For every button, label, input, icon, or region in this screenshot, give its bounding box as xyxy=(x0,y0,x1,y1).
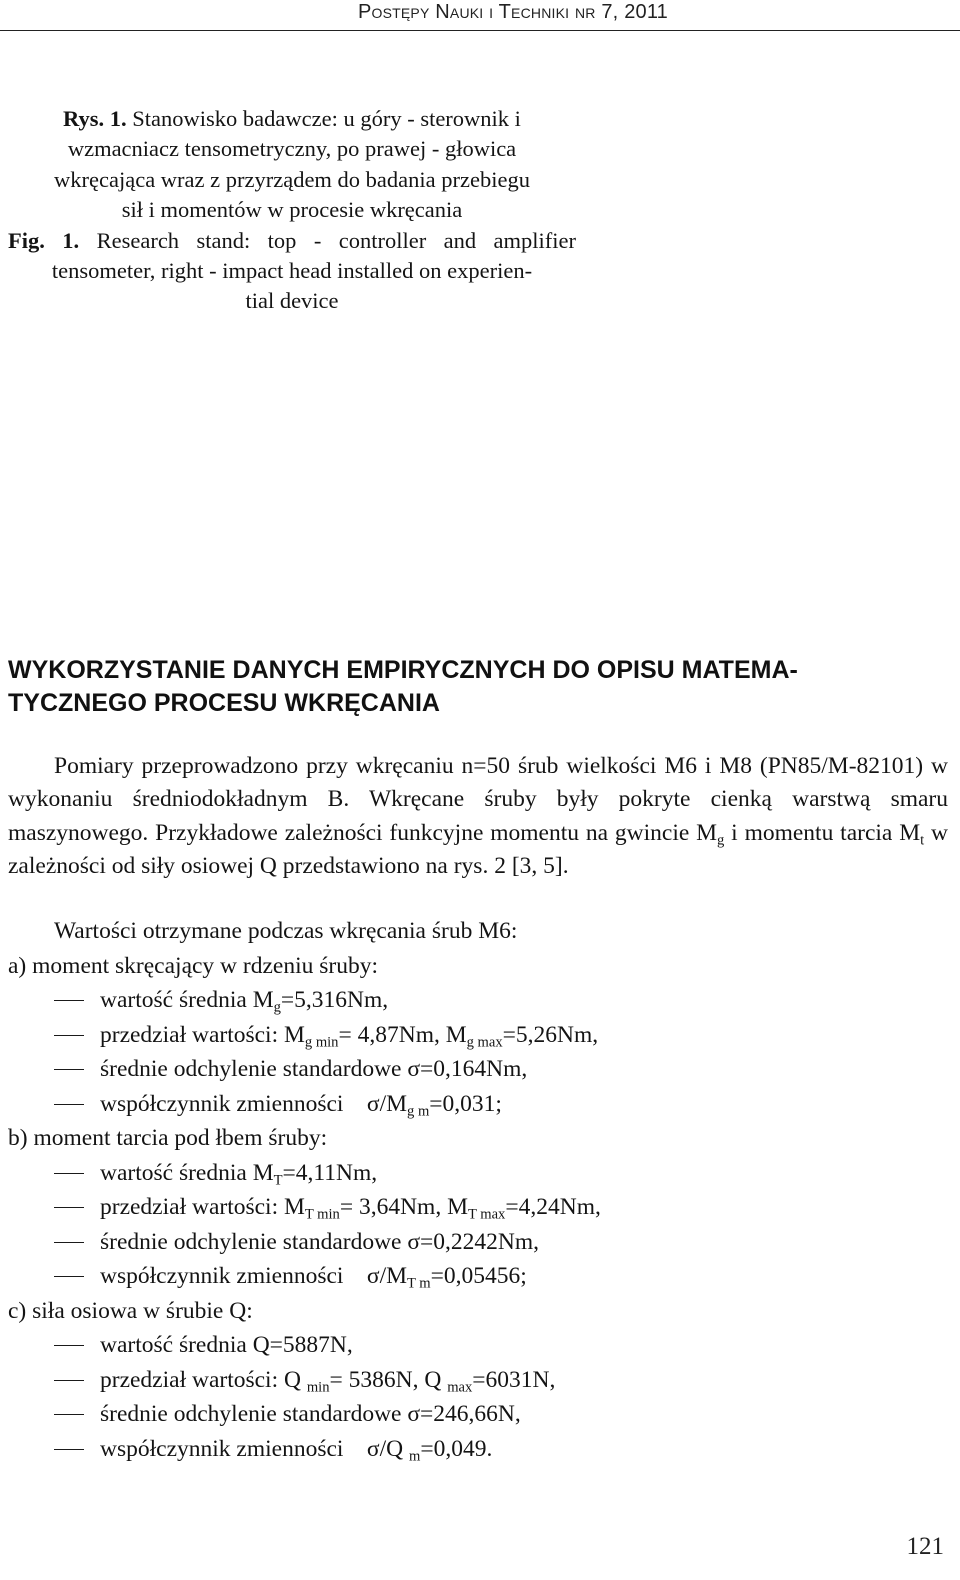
caption-pl-line-1: Rys. 1. Stanowisko badawcze: u góry - sterownik i xyxy=(63,106,521,131)
caption-pl-line-4: sił i momentów w procesie wkręcania xyxy=(121,197,463,223)
list-item: przedział wartości: $M_{T min}= 3,64Nm$, $M_{T max}=4,24Nm$, xyxy=(8,1190,948,1225)
list-item: średnie odchylenie standardowe σ=0,164Nm, xyxy=(8,1052,948,1087)
section-heading: WYKORZYSTANIE DANYCH EMPIRYCZNYCH DO OPISU MATEMA- TYCZNEGO PROCESU WKRĘCANIA xyxy=(8,656,798,717)
list-item: średnie odchylenie standardowe σ=246,66N, xyxy=(8,1397,948,1432)
dash-bullet xyxy=(54,1104,84,1105)
figure-caption xyxy=(8,104,576,317)
caption-pl-line-2: wzmacniacz tensometryczny, po prawej - głowica xyxy=(67,136,517,162)
list-item: wartość średnia Q=5887N, xyxy=(8,1328,948,1363)
results-intro: Wartości otrzymane podczas wkręcania śrub M6: xyxy=(54,918,518,944)
list-item: wartość średnia $M_g=5,316Nm$, xyxy=(8,983,948,1018)
caption-pl-label: Rys. 1. xyxy=(63,106,127,131)
list-item: wartość średnia $M_T=4,11Nm$, xyxy=(8,1156,948,1191)
dash-bullet xyxy=(54,1207,84,1208)
journal-header: Postępy Nauki i Techniki nr 7, 2011 xyxy=(357,1,668,23)
list-item: współczynnik zmienności $\sigma/M_{T m}=0,05456$; xyxy=(8,1259,948,1294)
dash-bullet xyxy=(54,1380,84,1381)
page-number: 121 xyxy=(906,1533,944,1560)
dash-bullet xyxy=(54,1276,84,1277)
running-header xyxy=(0,0,960,31)
list-item: przedział wartości: Q $_{min}$= 5386N, Q $_{max}$=6031N, xyxy=(8,1363,948,1398)
list-item: przedział wartości: $M_{g min}= 4,87Nm$, $M_{g max}=5,26Nm$, xyxy=(8,1018,948,1053)
caption-en-line-1: Fig. 1. Research stand: top - controller and amplifier xyxy=(8,227,577,253)
list-item: współczynnik zmienności $\sigma/M_{g m}=0,031$; xyxy=(8,1087,948,1122)
caption-en-line-2: tensometer, right - impact head installed on experien- xyxy=(51,258,533,284)
caption-en-line-3: tial device xyxy=(245,288,339,314)
dash-bullet xyxy=(54,1173,84,1174)
dash-bullet xyxy=(54,1035,84,1036)
results-list xyxy=(8,914,948,1466)
group-b-title: b) moment tarcia pod łbem śruby: xyxy=(8,1125,328,1151)
dash-bullet xyxy=(54,1242,84,1243)
list-item: współczynnik zmienności σ/Q $_m$=0,049. xyxy=(8,1432,948,1467)
dash-bullet xyxy=(54,1000,84,1001)
group-a-title: a) moment skręcający w rdzeniu śruby: xyxy=(8,952,378,979)
dash-bullet xyxy=(54,1069,84,1070)
body-paragraph: Pomiary przeprowadzono przy wkręcaniu n=50 śrub wielkości M6 i M8 (PN85/M-82101) w wykonaniu średniodokładnym B. Wkręcane śruby były pokryte cienką warstwą smaru maszynowego. Przykładowe zależności funkcyjne momentu na gwincie $M_g$ i momentu tarcia $M_t$ w zależności od siły osiowej Q przedstawiono na rys. 2 [3, 5]. xyxy=(8,753,948,879)
group-c-title: c) siła osiowa w śrubie Q: xyxy=(8,1297,253,1324)
list-item: średnie odchylenie standardowe σ=0,2242Nm, xyxy=(8,1225,948,1260)
dash-bullet xyxy=(54,1345,84,1346)
caption-pl-line-3: wkręcająca wraz z przyrządem do badania przebiegu xyxy=(54,166,530,192)
dash-bullet xyxy=(54,1414,84,1415)
dash-bullet xyxy=(54,1449,84,1450)
caption-en-label: Fig. 1. xyxy=(8,227,80,253)
